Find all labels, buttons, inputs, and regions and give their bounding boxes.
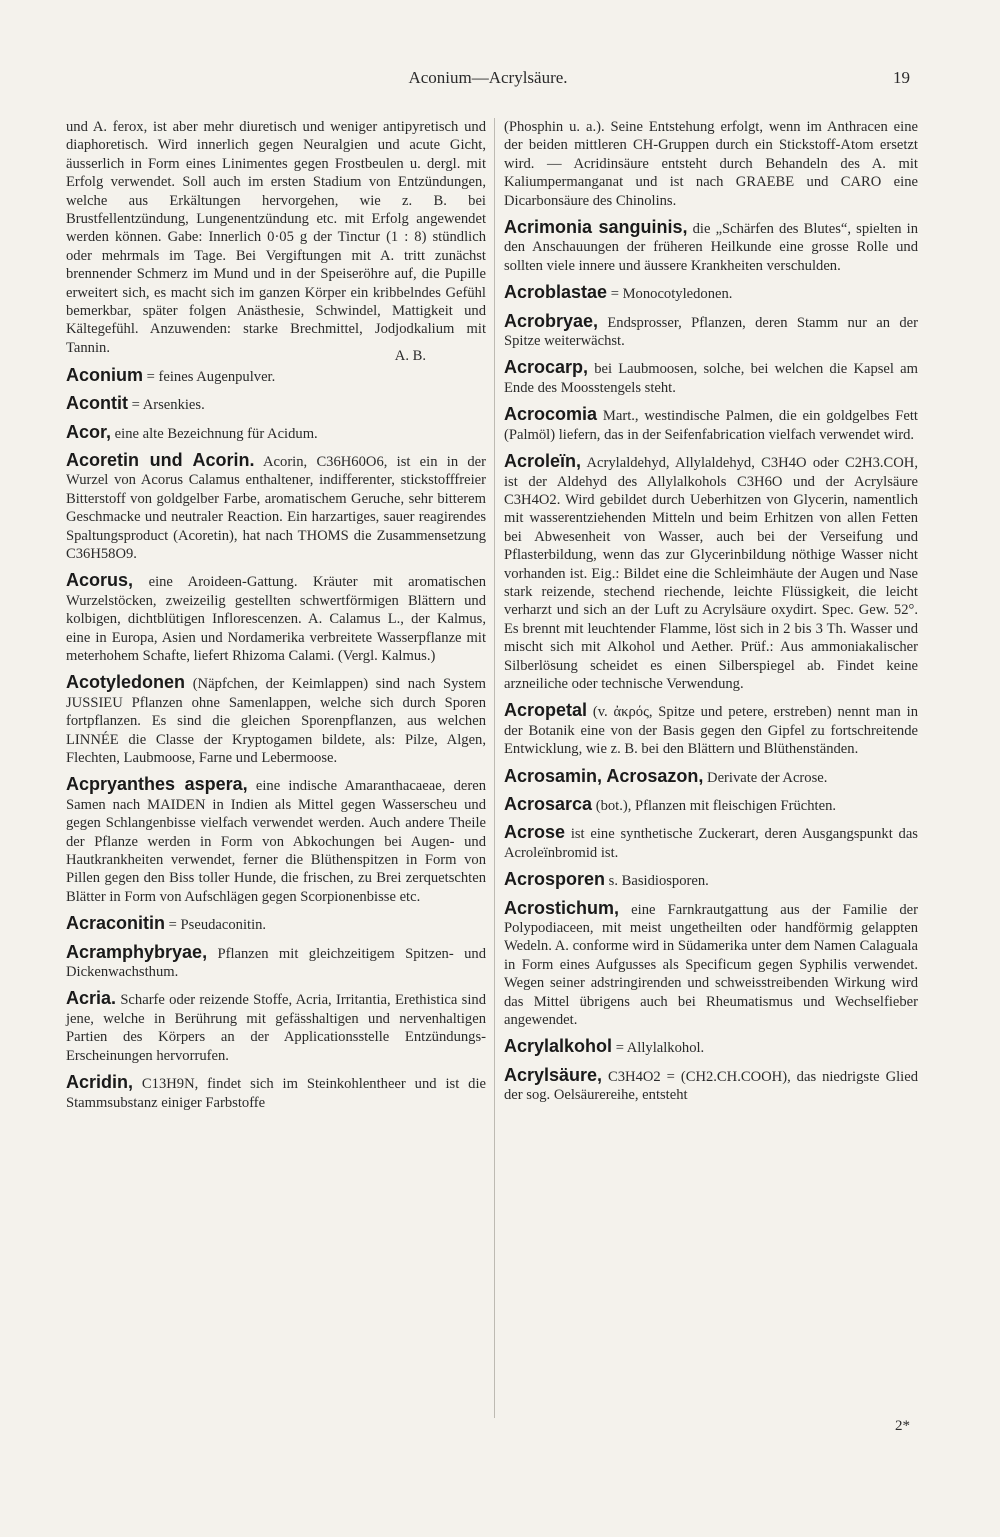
entry-headword: Acroleïn, [504, 451, 582, 472]
entry-headword: Acramphybryae, [66, 941, 208, 962]
entry-text: C3H4O2 = (CH2.CH.COOH), das niedrigste Glied der sog. Oelsäurereihe, entsteht [504, 1068, 918, 1104]
dictionary-entry [66, 775, 486, 906]
page-number: 19 [893, 68, 910, 87]
entry-text: eine indische Amaranthacaeae, deren Samen nach MAIDEN in Indien als Mittel gegen Wasserscheu und gegen Schlangenbisse vielfach verwendet werden. Auch andere Theile der Pflanze werden in Form von Abkochungen bei Augen- und Hautkrankheiten verwendet, ferner die Blüthenspitzen in Form von Pillen gegen den Biss toller Hunde, die frischen, zu Brei zerquetschten Blätter in Form von Aufschlägen gegen Scorpionenbisse etc. [66, 778, 486, 905]
entry-text: = Allylalkohol. [612, 1040, 705, 1057]
dictionary-entry [66, 394, 486, 414]
continuation-body: und A. ferox, ist aber mehr diuretisch und weniger antipyretisch und diaphoretisch. Wird innerlich gegen Neuralgien und acute Gicht, äusserlich in Form eines Linimentes gegen Frostbeulen u. dergl. mit Erfolg verwendet. Soll auch im ersten Stadium von Entzündungen, welche aus Erkältungen hervorgehen, wie z. B. bei Brustfellentzündung, Lungenentzündung etc. mit Erfolg angewendet werden können. Gabe: Innerlich 0·05 g der Tinctur (1 : 8) stündlich oder mehrmals im Tage. Bei Vergiftungen mit A. tritt zunächst brennender Schmerz im Mund und in der Speiseröhre auf, die Pupille erweitert sich, es macht sich im ganzen Körper ein kribbelndes Gefühl bemerkbar, später folgen Anästhesie, Schwindel, Mattigkeit und Kältegefühl. Anzuwenden: starke Brechmittel, Jodjodkalium mit Tannin. [66, 119, 486, 356]
entry-headword: Acoretin und Acorin. [66, 449, 255, 470]
entry-text: eine Aroideen-Gattung. Kräuter mit aromatischen Wurzelstöcken, zweizeilig gestellten schwertförmigen Blättern und kolbigen, dichtblütigen Inflorescenzen. A. Calamus L., der Kalmus, eine in Europa, Asien und Nordamerika verbreitete Wasserpflanze mit meterhohem Schafte, liefert Rhizoma Calami. (Vergl. Kalmus.) [66, 574, 486, 664]
left-column [66, 118, 486, 1120]
dictionary-entry [504, 405, 918, 444]
entry-text: Acorin, C36H60O6, ist ein in der Wurzel von Acorus Calamus enthaltener, indifferenter, stickstofffreier Bitterstoff von goldgelber Farbe, aromatischem Geruche, sehr bitterem Geschmacke und neutraler Reaction. Ein harzartiges, sauer reagirendes Spaltungsproduct (Acoretin), hat nach THOMS die Zusammensetzung C36H58O9. [66, 453, 487, 562]
entry-text: ist eine synthetische Zuckerart, deren Ausgangspunkt das Acroleïnbromid ist. [504, 826, 918, 861]
page-header [66, 68, 910, 92]
author-signature: A. B. [394, 348, 426, 365]
entry-text: Mart., westindische Palmen, die ein goldgelbes Fett (Palmöl) liefern, das in der Seifenfabrication vielfach verwendet wird. [504, 408, 918, 443]
dictionary-entry [66, 571, 486, 665]
entry-text: Derivate der Acrose. [703, 769, 828, 786]
dictionary-entry [504, 701, 918, 758]
entry-text: (Näpfchen, der Keimlappen) sind nach System JUSSIEU Pflanzen ohne Samenlappen, welche sich durch Sporen fortpflanzen. Es sind die gleichen Sporenpflanzen, aus welchen LINNÉE die Classe der Kryptogamen bildete, als: Pilze, Algen, Flechten, Laubmoose, Farne und Lebermoose. [66, 676, 486, 766]
entry-headword: Acrylsäure, [504, 1064, 603, 1085]
entry-text: = Pseudaconitin. [165, 917, 267, 934]
entry-text: Endsprosser, Pflanzen, deren Stamm nur an der Spitze weiterwächst. [504, 314, 918, 350]
entry-text: (v. ἀκρός, Spitze und petere, erstreben) nennt man in der Botanik eine von der Basis gegen den Gipfel zu fortschreitende Entwicklung, wie z. B. bei den Blättern und Blüthenständen. [504, 704, 918, 758]
entry-headword: Acria. [66, 988, 117, 1009]
dictionary-entry [504, 1066, 918, 1105]
entry-headword: Acrobryae, [504, 310, 599, 331]
dictionary-entry [504, 899, 918, 1030]
entry-text: die „Schärfen des Blutes“, spielten in den Anschauungen der früheren Heilkunde eine grosse Rolle und sollten viele innere und äussere Krankheiten verschulden. [504, 221, 918, 274]
entry-text: s. Basidiosporen. [605, 873, 709, 890]
entry-headword: Acontit [66, 393, 128, 414]
entry-text: eine alte Bezeichnung für Acidum. [111, 425, 318, 442]
entry-headword: Acor, [66, 421, 112, 442]
continuation-body: (Phosphin u. a.). Seine Entstehung erfolgt, wenn im Anthracen eine der beiden mittleren CH-Gruppen durch ein Stickstoff-Atom ersetzt wird. — Acridinsäure entsteht durch Behandeln des A. mit Kaliumpermanganat und ist nach GRAEBE und CARO eine Dicarbonsäure des Chinolins. [504, 119, 918, 209]
entry-headword: Acrostichum, [504, 897, 620, 918]
running-title: Aconium—Acrylsäure. [408, 68, 568, 87]
dictionary-entry [504, 795, 918, 815]
entry-headword: Acrocarp, [504, 357, 589, 378]
dictionary-entry [504, 358, 918, 397]
entry-text: Pflanzen mit gleichzeitigem Spitzen- und Dickenwachsthum. [66, 945, 486, 981]
entry-text: = Monocotyledonen. [607, 286, 733, 303]
dictionary-entry [66, 943, 486, 982]
entry-headword: Acotyledonen [66, 672, 186, 693]
entry-headword: Acridin, [66, 1072, 134, 1093]
entry-headword: Acropetal [504, 700, 588, 721]
dictionary-entry [504, 1037, 918, 1057]
entry-headword: Acrosporen [504, 869, 606, 890]
dictionary-entry [504, 283, 918, 303]
column-divider [494, 118, 495, 1418]
right-column [504, 118, 918, 1113]
entry-headword: Acrose [504, 822, 566, 843]
dictionary-entry [504, 870, 918, 890]
entry-headword: Acrylalkohol [504, 1036, 613, 1057]
entry-text: Acrylaldehyd, Allylaldehyd, C3H4O oder C2H3.COH, ist der Aldehyd des Allylalkohols C3H6O und der Acrylsäure C3H4O2. Wird gebildet durch Ueberhitzen von Glycerin, namentlich mit wasserentziehenden Mitteln und beim Erhitzen von allen Fetten bei Abwesenheit von Wasser, auch bei der Verseifung und Pflasterbildung, wenn das zur Glycerinbildung nöthige Wasser nicht vorhanden ist. Eig.: Bildet eine die Schleimhäute der Augen und Nase stark reizende, stechend riechende, leichte Flüssigkeit, die leicht verharzt und sich an der Luft zu Acrylsäure oxydirt. Spec. Gew. 52°. Es brennt mit leuchtender Flamme, löst sich in 2 bis 3 Th. Wasser und mischt sich mit Alkohol und Aether. Prüf.: Aus ammoniakalischer Silberlösung scheidet es einen Silberspiegel ab. Findet keine arzneiliche oder technische Verwendung. [504, 455, 918, 692]
entry-headword: Acorus, [66, 570, 134, 591]
continuation-text [504, 118, 918, 210]
dictionary-entry [66, 1073, 486, 1112]
dictionary-entry [504, 218, 918, 275]
dictionary-entry [66, 366, 486, 386]
entry-headword: Acrosarca [504, 794, 593, 814]
entry-text: = feines Augenpulver. [143, 368, 276, 385]
dictionary-entry [66, 423, 486, 443]
dictionary-entry [66, 989, 486, 1065]
dictionary-entry [504, 767, 918, 787]
entry-headword: Acpryanthes aspera, [66, 774, 248, 795]
dictionary-entry [504, 823, 918, 862]
entry-headword: Acroblastae [504, 282, 608, 303]
entry-text: eine Farnkrautgattung aus der Familie der Polypodiaceen, mit meist ungetheilten oder handförmig gelappten Wedeln. A. conforme wird in Südamerika unter dem Namen Calaguala in Form eines Aufgusses als Specificum gegen Syphilis verwendet. Wegen seiner adstringirenden und schweisstreibenden Wirkung wird das Mittel übrigens auch bei Rheumatismus und Wechselfieber angewendet. [504, 901, 918, 1029]
continuation-text [66, 118, 486, 357]
entry-headword: Acrosamin, Acrosazon, [504, 765, 704, 786]
sheet-signature-mark: 2* [895, 1418, 910, 1434]
entry-text: bei Laubmoosen, solche, bei welchen die Kapsel am Ende des Moosstengels steht. [504, 361, 918, 396]
dictionary-entry [66, 914, 486, 934]
entry-text: Scharfe oder reizende Stoffe, Acria, Irritantia, Erethistica sind jene, welche in Berührung mit gefässhaltigen und nervenhaltigen Partien des Körpers an der Applicationsstelle Entzündungs-Erscheinungen hervorrufen. [66, 992, 486, 1064]
dictionary-entry [66, 451, 486, 563]
entry-headword: Acraconitin [66, 913, 166, 934]
entry-text: = Arsenkies. [128, 397, 205, 414]
entry-text: (bot.), Pflanzen mit fleischigen Früchten. [592, 798, 837, 814]
entry-headword: Aconium [66, 364, 144, 385]
dictionary-entry [66, 673, 486, 767]
dictionary-entry [504, 452, 918, 693]
entry-text: C13H9N, findet sich im Steinkohlentheer und ist die Stammsubstanz einiger Farbstoffe [66, 1076, 486, 1111]
entry-headword: Acrimonia sanguinis, [504, 217, 688, 238]
entry-headword: Acrocomia [504, 404, 598, 425]
dictionary-entry [504, 312, 918, 351]
